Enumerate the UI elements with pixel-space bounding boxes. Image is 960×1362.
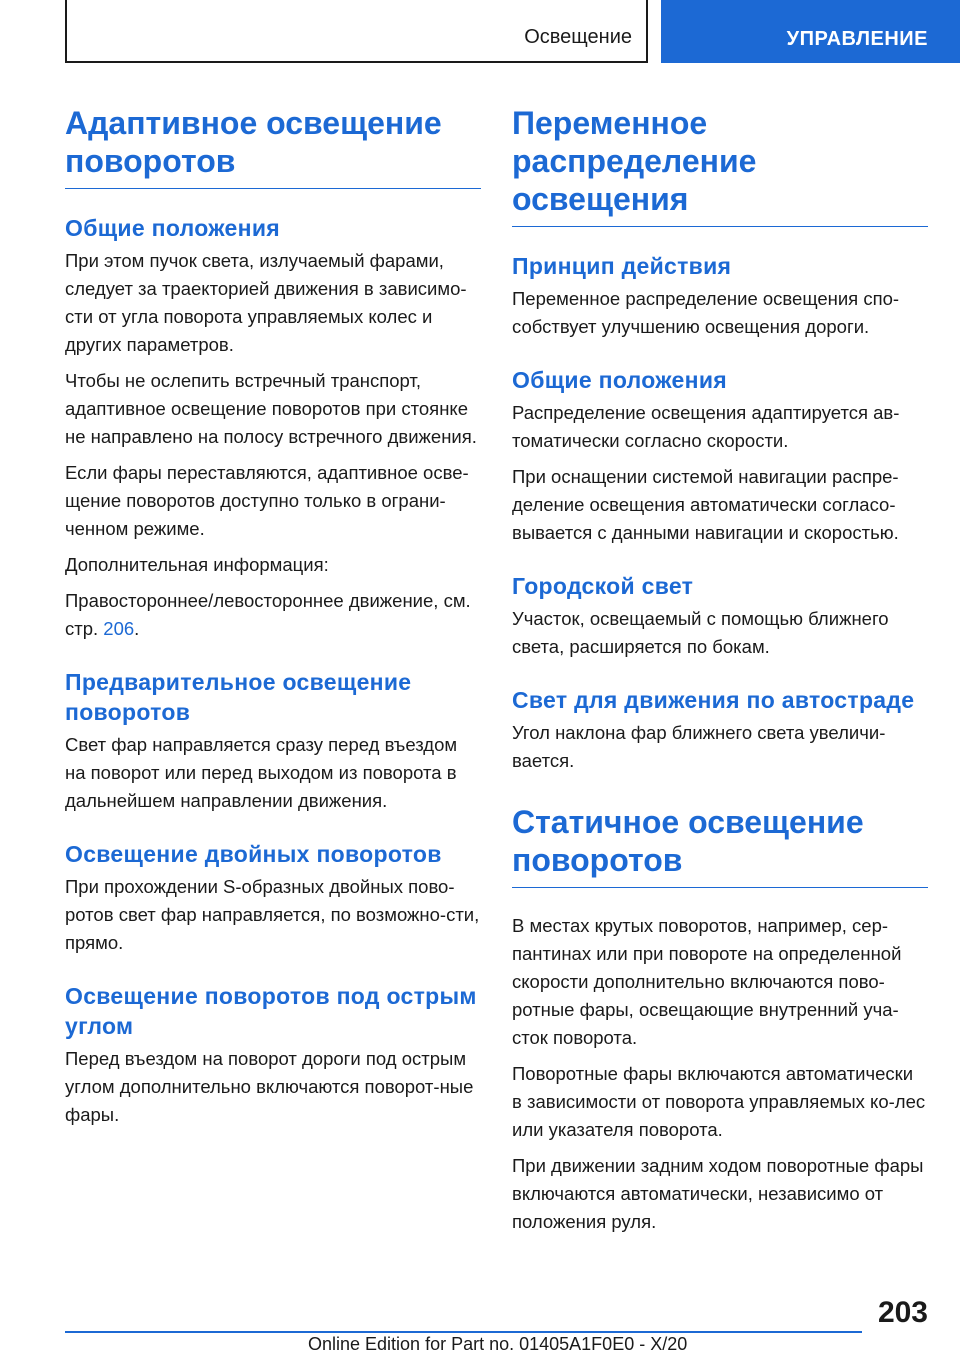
- paragraph: При прохождении S-образных двойных пово-ротов свет фар направляется, по возможно-сти, прямо.: [65, 876, 480, 953]
- paragraph: При оснащении системой навигации распре-деление освещения автоматически согласо-вывается с данными навигации и скоростью.: [512, 466, 899, 543]
- paragraph: При этом пучок света, излучаемый фарами, следует за траекторией движения в зависимо-сти от угла поворота управляемых колес и других параметров.: [65, 250, 467, 355]
- static-lighting-title: Статичное освещение поворотов: [512, 803, 928, 888]
- page-number: 203: [877, 1296, 928, 1329]
- paragraph: Участок, освещаемый с помощью ближнего света, расширяется по бокам.: [512, 608, 889, 657]
- preliminary-lighting-heading: Предварительное освещение поворотов: [65, 669, 412, 725]
- paragraph: Переменное распределение освещения спо-собствует улучшению освещения дороги.: [512, 288, 900, 337]
- paragraph: Чтобы не ослепить встречный транспорт, адаптивное освещение поворотов при стоянке не направлено на полосу встречного движения.: [65, 370, 477, 447]
- paragraph-text: Правостороннее/левостороннее движение, см. стр.: [65, 590, 471, 639]
- footer-edition: Online Edition for Part no. 01405A1F0E0 - X/20: [308, 1334, 688, 1354]
- paragraph: Поворотные фары включаются автоматически в зависимости от поворота управляемых ко-лес или указателя поворота.: [512, 1063, 926, 1140]
- left-column: [65, 104, 481, 1137]
- right-column: [512, 104, 928, 1244]
- variable-distribution-title: Переменное распределение освещения: [512, 104, 928, 227]
- principle-heading: Принцип действия: [512, 253, 732, 279]
- double-turn-lighting-heading: Освещение двойных поворотов: [65, 841, 442, 867]
- paragraph: В местах крутых поворотов, например, сер-пантинах или при повороте на определенной скорости дополнительно включаются пово-ротные фары, освещающие внутренний уча-сток поворота.: [512, 915, 902, 1048]
- paragraph: Дополнительная информация:: [65, 554, 329, 575]
- paragraph-end: .: [134, 618, 140, 639]
- acute-turn-lighting-heading: Освещение поворотов под острым углом: [65, 983, 477, 1039]
- header-category-label: УПРАВЛЕНИЕ: [786, 28, 928, 50]
- paragraph: Свет фар направляется сразу перед въездом на поворот или перед выходом из поворота в дальнейшем направлении движения.: [65, 734, 458, 811]
- paragraph: Угол наклона фар ближнего света увеличи-вается.: [512, 722, 886, 771]
- page-reference-link[interactable]: 206: [103, 618, 135, 639]
- paragraph: Если фары переставляются, адаптивное осве-щение поворотов доступно только в ограни-ченном режиме.: [65, 462, 469, 539]
- header-section-title: Освещение: [524, 26, 632, 48]
- header-section-box: [65, 0, 648, 63]
- adaptive-lighting-title: Адаптивное освещение поворотов: [65, 104, 481, 189]
- city-light-heading: Городской свет: [512, 573, 694, 599]
- paragraph: Перед въездом на поворот дороги под острым углом дополнительно включаются поворот-ные фары.: [65, 1048, 474, 1125]
- paragraph: Распределение освещения адаптируется ав-томатически согласно скорости.: [512, 402, 900, 451]
- general-provisions-heading: Общие положения: [65, 215, 280, 241]
- paragraph: При движении задним ходом поворотные фары включаются автоматически, независимо от положения руля.: [512, 1155, 924, 1232]
- paragraph-with-link: [65, 587, 481, 643]
- highway-light-heading: Свет для движения по автостраде: [512, 687, 915, 713]
- header-category-tab[interactable]: [661, 0, 960, 63]
- footer-divider: [65, 1331, 862, 1333]
- general-provisions-heading: Общие положения: [512, 367, 727, 393]
